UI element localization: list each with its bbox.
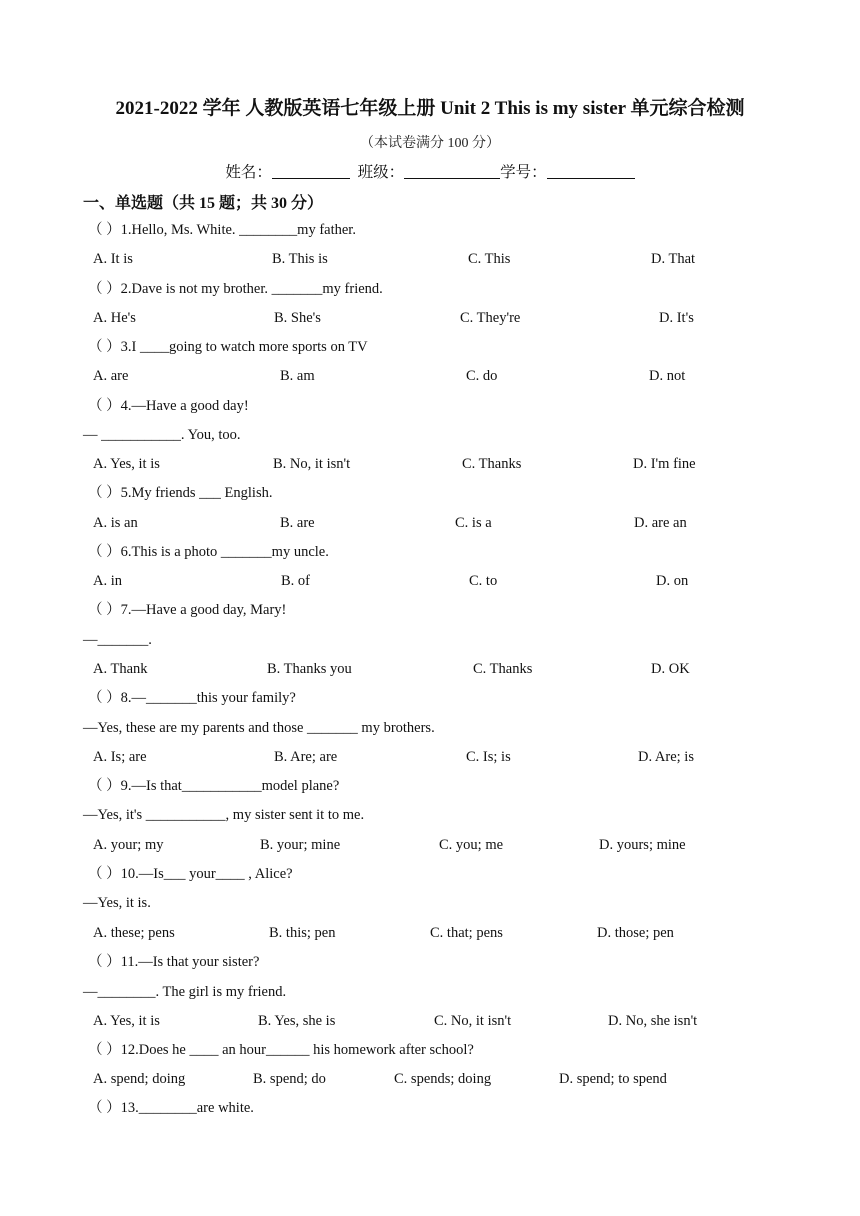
option-3d[interactable]: D. not: [649, 368, 686, 384]
class-label: 班级：: [357, 164, 405, 181]
option-9a[interactable]: A. your; my: [93, 837, 164, 853]
question-line2-9: —Yes, it's ___________, my sister sent it to me.: [83, 807, 365, 823]
option-4c[interactable]: C. Thanks: [462, 456, 522, 472]
option-11b[interactable]: B. Yes, she is: [258, 1013, 336, 1029]
option-1b[interactable]: B. This is: [272, 251, 328, 267]
option-8c[interactable]: C. Is; is: [466, 749, 511, 765]
question-stem-10: （ ）10.—Is___ your____ , Alice?: [88, 866, 293, 882]
question-line2-11: —________. The girl is my friend.: [83, 984, 287, 1000]
option-2b[interactable]: B. She's: [274, 310, 321, 326]
option-6c[interactable]: C. to: [469, 573, 498, 589]
option-1d[interactable]: D. That: [651, 251, 696, 267]
document-title: 2021-2022 学年 人教版英语七年级上册 Unit 2 This is my sister 单元综合检测: [115, 98, 745, 119]
option-10c[interactable]: C. that; pens: [430, 925, 503, 941]
option-8b[interactable]: B. Are; are: [274, 749, 338, 765]
option-11c[interactable]: C. No, it isn't: [434, 1013, 512, 1029]
option-5b[interactable]: B. are: [280, 515, 315, 531]
question-line2-10: —Yes, it is.: [83, 895, 151, 911]
question-stem-3: （ ）3.I ____going to watch more sports on TV: [88, 339, 368, 355]
option-3c[interactable]: C. do: [466, 368, 498, 384]
score-note: （本试卷满分 100 分）: [360, 136, 500, 151]
question-stem-12: （ ）12.Does he ____ an hour______ his homework after school?: [88, 1042, 474, 1058]
option-10a[interactable]: A. these; pens: [93, 925, 175, 941]
question-stem-13: （ ）13.________are white.: [88, 1100, 254, 1116]
option-6a[interactable]: A. in: [93, 573, 122, 589]
name-label: 姓名：: [225, 164, 272, 181]
id-blank[interactable]: [547, 162, 635, 179]
class-blank[interactable]: [404, 162, 500, 179]
option-10d[interactable]: D. those; pen: [597, 925, 674, 941]
section-heading: 一、单选题（共 15 题；共 30 分）: [83, 195, 324, 212]
option-6d[interactable]: D. on: [656, 573, 689, 589]
student-info-row: [0, 160, 860, 182]
question-line2-7: —_______.: [83, 632, 152, 648]
option-4b[interactable]: B. No, it isn't: [273, 456, 351, 472]
name-blank[interactable]: [272, 162, 350, 179]
option-11a[interactable]: A. Yes, it is: [93, 1013, 160, 1029]
question-stem-5: （ ）5.My friends ___ English.: [88, 485, 273, 501]
option-12c[interactable]: C. spends; doing: [394, 1071, 492, 1087]
option-5a[interactable]: A. is an: [93, 515, 138, 531]
option-1c[interactable]: C. This: [468, 251, 511, 267]
option-7b[interactable]: B. Thanks you: [267, 661, 352, 677]
id-label: 学号：: [500, 164, 547, 181]
question-line2-4: — ___________. You, too.: [83, 427, 241, 443]
option-12a[interactable]: A. spend; doing: [93, 1071, 186, 1087]
option-4a[interactable]: A. Yes, it is: [93, 456, 160, 472]
option-2c[interactable]: C. They're: [460, 310, 521, 326]
option-12d[interactable]: D. spend; to spend: [559, 1071, 667, 1087]
option-9b[interactable]: B. your; mine: [260, 837, 341, 853]
question-line2-8: —Yes, these are my parents and those _______ my brothers.: [83, 720, 435, 736]
question-stem-8: （ ）8.—_______this your family?: [88, 690, 296, 706]
option-7a[interactable]: A. Thank: [93, 661, 148, 677]
option-1a[interactable]: A. It is: [93, 251, 133, 267]
question-stem-7: （ ）7.—Have a good day, Mary!: [88, 602, 287, 618]
option-2a[interactable]: A. He's: [93, 310, 136, 326]
option-9d[interactable]: D. yours; mine: [599, 837, 686, 853]
question-stem-4: （ ）4.—Have a good day!: [88, 398, 249, 414]
question-stem-1: （ ）1.Hello, Ms. White. ________my father.: [88, 222, 356, 238]
option-10b[interactable]: B. this; pen: [269, 925, 336, 941]
question-stem-9: （ ）9.—Is that___________model plane?: [88, 778, 340, 794]
option-4d[interactable]: D. I'm fine: [633, 456, 696, 472]
option-5c[interactable]: C. is a: [455, 515, 492, 531]
option-3b[interactable]: B. am: [280, 368, 315, 384]
option-6b[interactable]: B. of: [281, 573, 310, 589]
option-12b[interactable]: B. spend; do: [253, 1071, 326, 1087]
option-7c[interactable]: C. Thanks: [473, 661, 533, 677]
option-5d[interactable]: D. are an: [634, 515, 687, 531]
option-8a[interactable]: A. Is; are: [93, 749, 147, 765]
option-3a[interactable]: A. are: [93, 368, 129, 384]
question-stem-6: （ ）6.This is a photo _______my uncle.: [88, 544, 329, 560]
question-stem-11: （ ）11.—Is that your sister?: [88, 954, 260, 970]
option-2d[interactable]: D. It's: [659, 310, 694, 326]
question-stem-2: （ ）2.Dave is not my brother. _______my friend.: [88, 281, 383, 297]
option-11d[interactable]: D. No, she isn't: [608, 1013, 698, 1029]
option-9c[interactable]: C. you; me: [439, 837, 504, 853]
option-8d[interactable]: D. Are; is: [638, 749, 694, 765]
option-7d[interactable]: D. OK: [651, 661, 690, 677]
